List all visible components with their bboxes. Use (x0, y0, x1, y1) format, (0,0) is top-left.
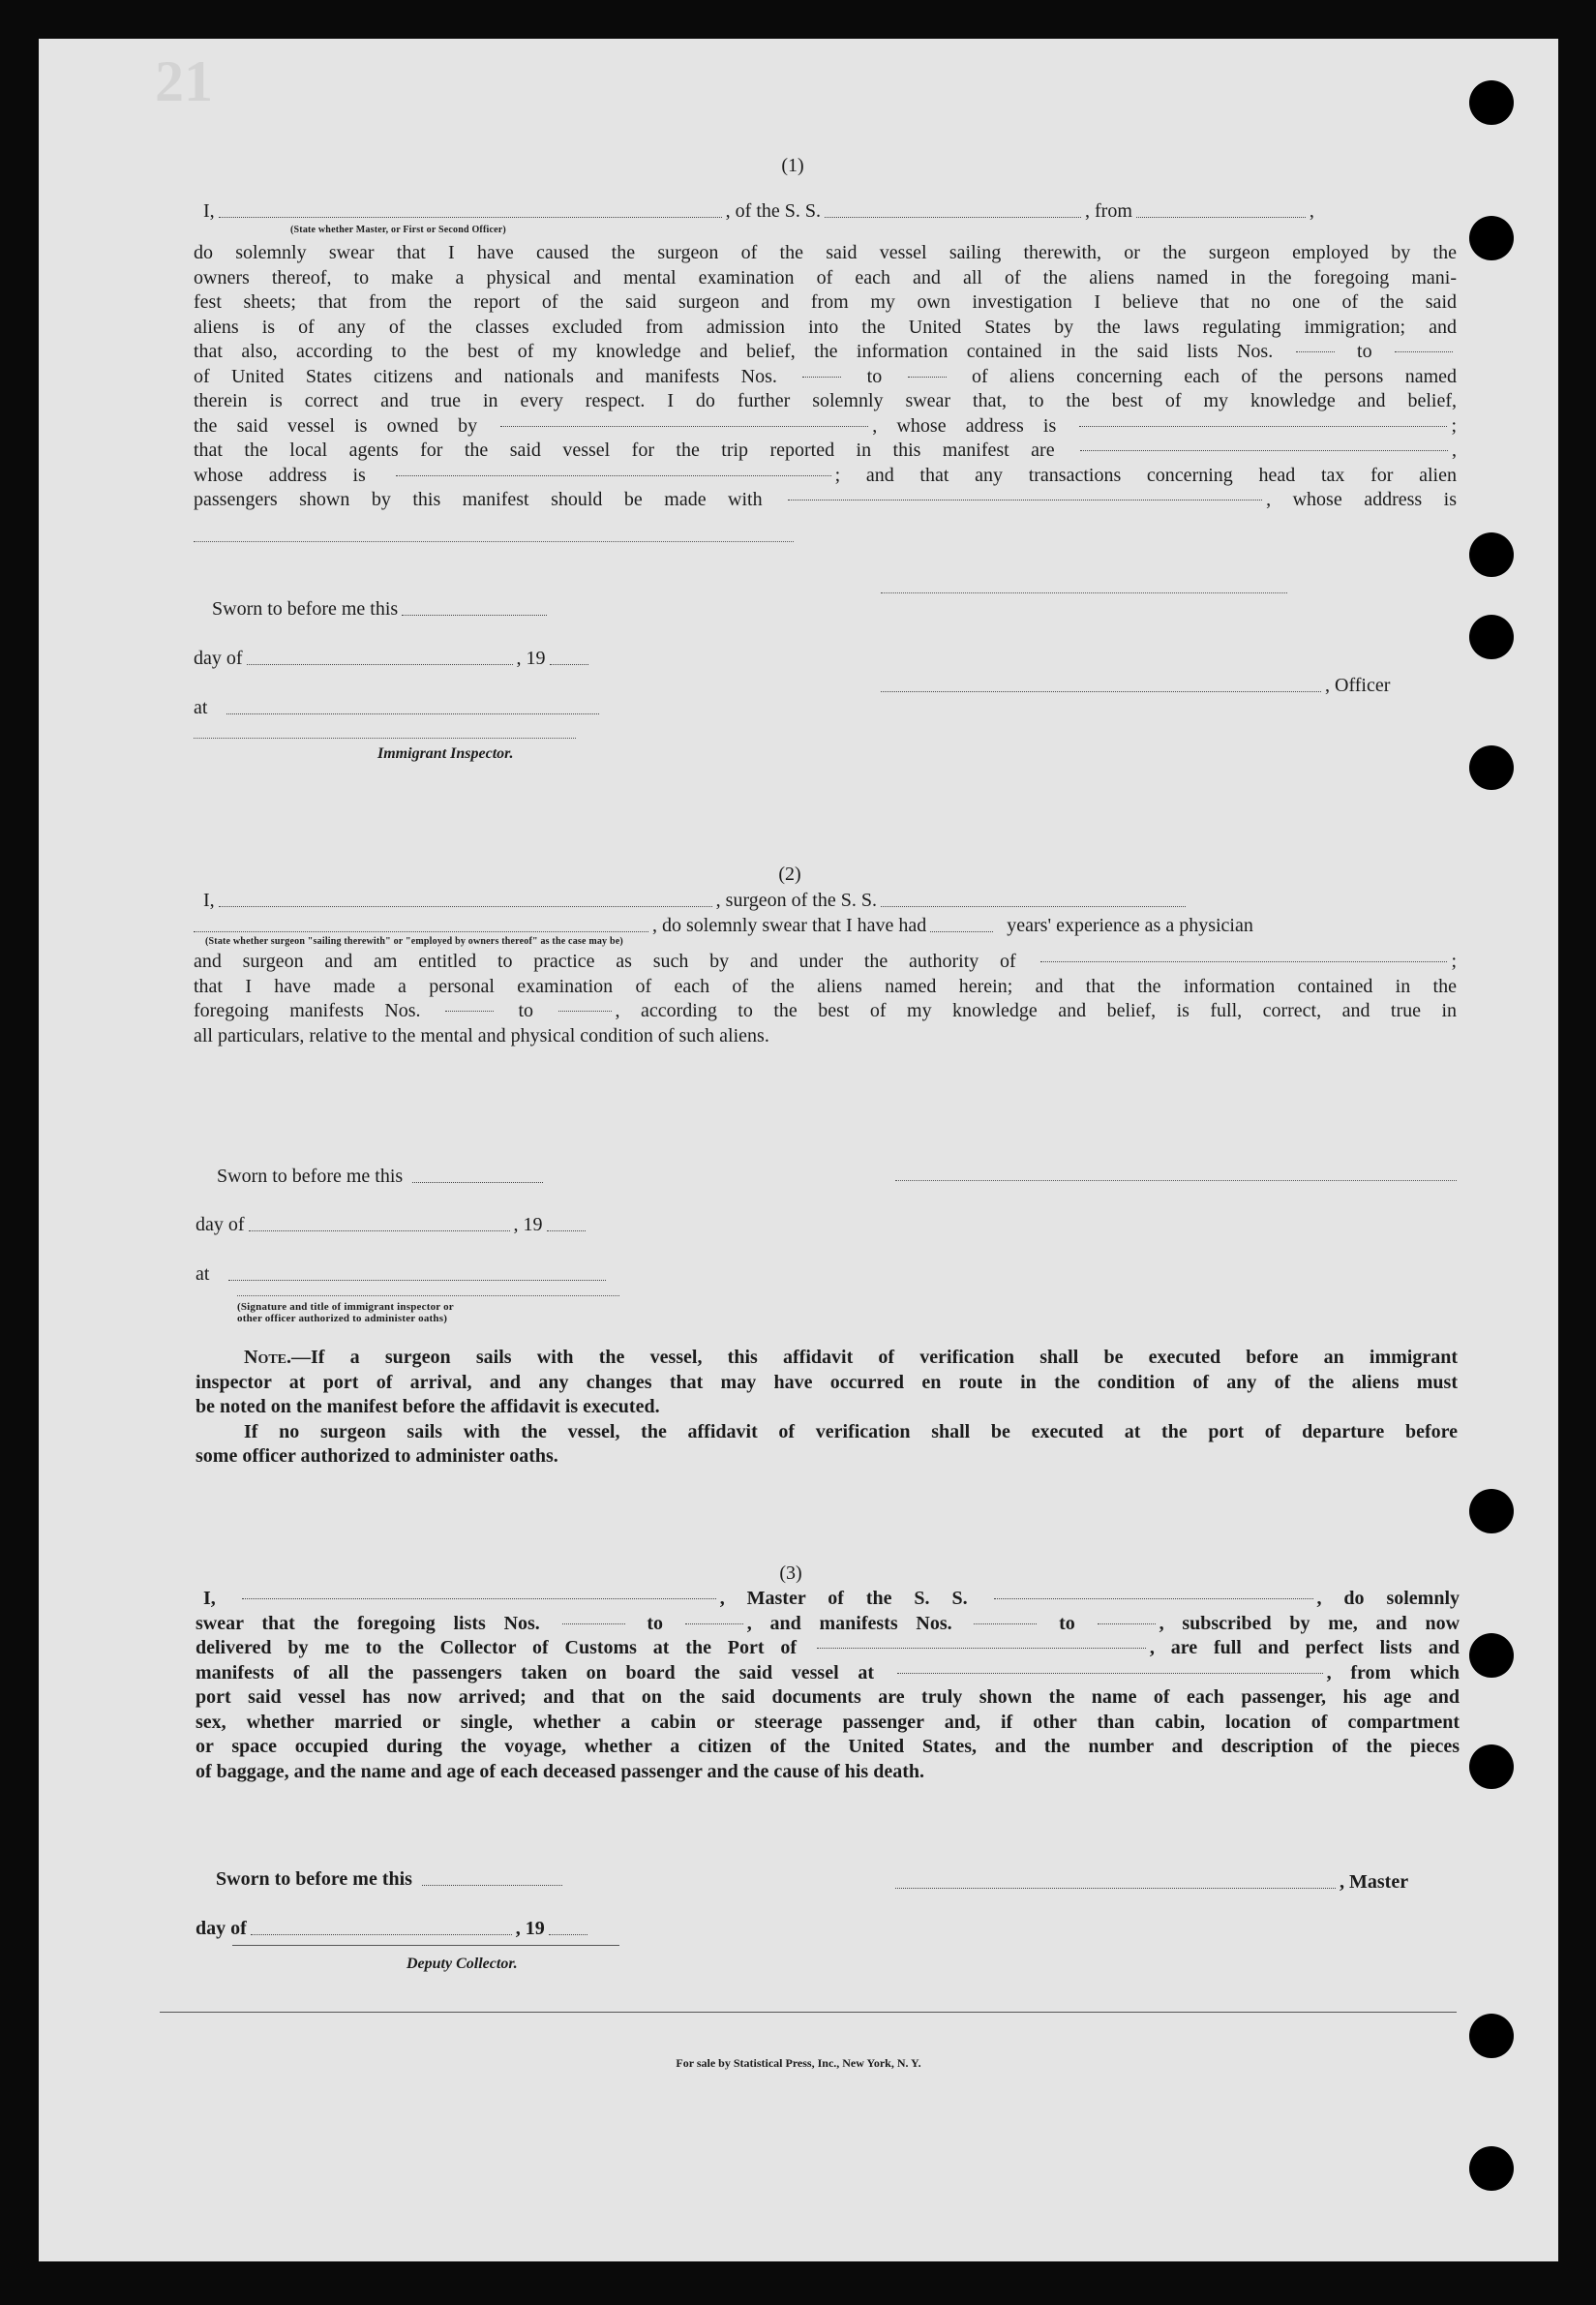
surgeon-declaration-line: I, , surgeon of the S. S. (203, 890, 1457, 912)
note-label: Note. (244, 1347, 292, 1368)
comma: , (1309, 200, 1314, 222)
port-field[interactable] (817, 1647, 1146, 1649)
manifests-to-field[interactable] (558, 1010, 612, 1012)
vessel-name-field[interactable] (825, 216, 1081, 218)
oath-line: that also, according to the best of my knowledge and belief, the information contained in the said lists Nos. to (194, 340, 1457, 365)
signature-note: other officer authorized to administer oaths) (237, 1313, 448, 1324)
surgeon-vessel-field[interactable] (881, 905, 1186, 907)
at-place-field[interactable] (226, 713, 599, 714)
surgeon-name-field[interactable] (219, 905, 712, 907)
lists-from-field[interactable] (1296, 350, 1335, 352)
sworn-line: Sworn to before me this (216, 1868, 566, 1891)
section-number: (2) (778, 864, 801, 885)
master-signature-line: , Master (895, 1871, 1458, 1894)
day-of-field[interactable] (247, 663, 513, 665)
year-field[interactable] (550, 663, 588, 665)
agents-address-field[interactable] (396, 474, 831, 476)
surgeon-status-field[interactable] (194, 930, 648, 932)
faint-page-number: 21 (155, 49, 213, 113)
day-of-line: day of , 19 (194, 648, 592, 670)
binder-hole (1469, 1744, 1514, 1789)
authority-field[interactable] (1040, 960, 1447, 962)
officer-line: , Officer (881, 675, 1458, 697)
at-line: at (194, 697, 603, 719)
oath-line: whose address is ; and that any transactions concerning head tax for alien (194, 464, 1457, 486)
of-ss-label: , of the S. S. (725, 200, 822, 222)
day-of-field[interactable] (251, 1933, 512, 1935)
binder-hole (1469, 1489, 1514, 1533)
binder-hole (1469, 2014, 1514, 2058)
oath-line: that the local agents for the said vessel for the trip reported in this manifest are , (194, 440, 1458, 461)
binder-hole (1469, 532, 1514, 577)
immigrant-inspector-label: Immigrant Inspector. (377, 745, 514, 762)
head-tax-address-field[interactable] (194, 541, 794, 542)
lists-to-field[interactable] (685, 1623, 743, 1624)
deputy-collector-label: Deputy Collector. (407, 1956, 518, 1972)
oath-line: therein is correct and true in every respect. I do further solemnly swear that, to the best of my knowledge and belief, (194, 390, 1457, 411)
lists-to-field[interactable] (1395, 350, 1453, 352)
vessel-name-field[interactable] (994, 1597, 1313, 1599)
at-place-field[interactable] (228, 1279, 606, 1281)
oath-line: I, , Master of the S. S. , do solemnly (203, 1588, 1460, 1609)
surgeon-note (196, 1346, 1458, 1470)
oath-line: all particulars, relative to the mental and physical condition of such aliens. (194, 1024, 769, 1046)
state-officer-note: (State whether Master, or First or Second Officer) (290, 225, 506, 235)
note-line: Note.—If a surgeon sails with the vessel, this affidavit of verification shall be executed before an immigrant (244, 1347, 1458, 1368)
year-field[interactable] (547, 1229, 586, 1231)
note-line: be noted on the manifest before the affidavit is executed. (196, 1396, 660, 1417)
oath-line: port said vessel has now arrived; and that on the said documents are truly shown the name of each passenger, his age and (196, 1686, 1460, 1708)
officer-name-field[interactable] (219, 216, 722, 218)
day-of-line: day of , 19 (196, 1918, 591, 1940)
manifests-to-field[interactable] (908, 376, 947, 378)
from-port-field[interactable] (1136, 216, 1306, 218)
inspector-signature-field[interactable] (237, 1295, 619, 1296)
at-line: at (196, 1263, 610, 1286)
note-line: inspector at port of arrival, and any changes that may have occurred en route in the condition of any of the aliens must (196, 1371, 1458, 1393)
binder-hole (1469, 216, 1514, 260)
oath-line: of baggage, and the name and age of each deceased passenger and the cause of his death. (196, 1760, 924, 1782)
binder-hole (1469, 745, 1514, 790)
signature-note: (Signature and title of immigrant inspector or (237, 1301, 454, 1313)
i-label: I, (203, 200, 215, 222)
oath-line: swear that the foregoing lists Nos. to , and manifests Nos. to , subscribed by me, and now (196, 1612, 1460, 1634)
oath-line: passengers shown by this manifest should be made with , whose address is (194, 489, 1458, 510)
footer-rule (160, 2012, 1457, 2013)
oath-line: delivered by me to the Collector of Customs at the Port of , are full and perfect lists and (196, 1637, 1460, 1658)
binder-hole (1469, 2146, 1514, 2191)
sworn-line: Sworn to before me this (217, 1166, 547, 1188)
master-oath-text (194, 241, 1457, 513)
manifests-from-field[interactable] (445, 1010, 494, 1012)
from-label: , from (1085, 200, 1132, 222)
surgeon-signature-field[interactable] (895, 1180, 1457, 1181)
note-line: some officer authorized to administer oaths. (196, 1445, 558, 1467)
oath-line: do solemnly swear that I have caused the surgeon of the said vessel sailing therewith, or the surgeon employed by the (194, 242, 1457, 263)
oath-line: aliens is of any of the classes excluded from admission into the United States by the laws regulating immigration; and (194, 316, 1457, 338)
section-number: (3) (779, 1562, 802, 1584)
manifests-to-field[interactable] (1098, 1623, 1156, 1624)
publisher-footer: For sale by Statistical Press, Inc., New York, N. Y. (676, 2056, 921, 2070)
binder-hole (1469, 615, 1514, 659)
oath-line: fest sheets; that from the report of the said surgeon and from my own investigation I believe that no one of the said (194, 291, 1457, 313)
manifests-from-field[interactable] (974, 1623, 1037, 1624)
section-number: (1) (781, 155, 804, 176)
surgeon-years-line: , do solemnly swear that I have had years' experience as a physician (194, 915, 1457, 937)
lists-from-field[interactable] (562, 1623, 625, 1624)
day-of-field[interactable] (249, 1229, 510, 1231)
form-page (39, 39, 1558, 2261)
oath-line: of United States citizens and nationals and manifests Nos. to of aliens concerning each of the persons named (194, 365, 1458, 387)
oath-line: foregoing manifests Nos. to , according to the best of my knowledge and belief, is full, correct, and true in (194, 1000, 1458, 1021)
oath-line: sex, whether married or single, whether a cabin or steerage passenger and, if other than cabin, location of compartment (196, 1711, 1460, 1733)
day-of-line: day of , 19 (196, 1214, 589, 1236)
sworn-date-field[interactable] (412, 1181, 543, 1183)
sworn-date-field[interactable] (422, 1884, 562, 1886)
oath-line: manifests of all the passengers taken on board the said vessel at , from which (196, 1661, 1460, 1683)
binder-hole (1469, 1633, 1514, 1678)
surgeon-oath-text (194, 950, 1457, 1048)
binder-hole (1469, 80, 1514, 125)
oath-line: that I have made a personal examination of each of the aliens named herein; and that the information contained in the (194, 975, 1457, 997)
owner-field[interactable] (500, 425, 868, 427)
manifests-from-field[interactable] (802, 376, 841, 378)
manifest-oath-text (196, 1587, 1460, 1784)
owner-address-field[interactable] (1079, 425, 1447, 427)
master-declaration-line (203, 200, 1457, 223)
master-signature-field[interactable] (881, 592, 1287, 593)
oath-line: owners thereof, to make a physical and mental examination of each and all of the aliens named in the foregoing mani- (194, 266, 1457, 288)
embarkation-port-field[interactable] (897, 1672, 1323, 1674)
year-field[interactable] (549, 1933, 587, 1935)
sworn-date-field[interactable] (402, 614, 547, 616)
officer-title-field[interactable] (881, 690, 1321, 692)
note-line: If no surgeon sails with the vessel, the affidavit of verification shall be executed at the port of departure before (244, 1420, 1458, 1442)
years-experience-field[interactable] (930, 930, 993, 932)
surgeon-status-note: (State whether surgeon "sailing therewith" or "employed by owners thereof" as the case may be) (205, 936, 623, 947)
oath-line: and surgeon and am entitled to practice as such by and under the authority of ; (194, 951, 1458, 972)
local-agents-field[interactable] (1080, 449, 1448, 451)
deputy-collector-signature-field[interactable] (232, 1945, 619, 1946)
head-tax-contact-field[interactable] (788, 499, 1262, 500)
master-name-field[interactable] (242, 1597, 716, 1599)
master-signature-field[interactable] (895, 1887, 1336, 1889)
oath-line: or space occupied during the voyage, whether a citizen of the United States, and the number and description of the pieces (196, 1736, 1460, 1757)
oath-line: the said vessel is owned by , whose address is ; (194, 414, 1457, 437)
sworn-line: Sworn to before me this (212, 598, 551, 621)
inspector-signature-field[interactable] (194, 738, 576, 739)
